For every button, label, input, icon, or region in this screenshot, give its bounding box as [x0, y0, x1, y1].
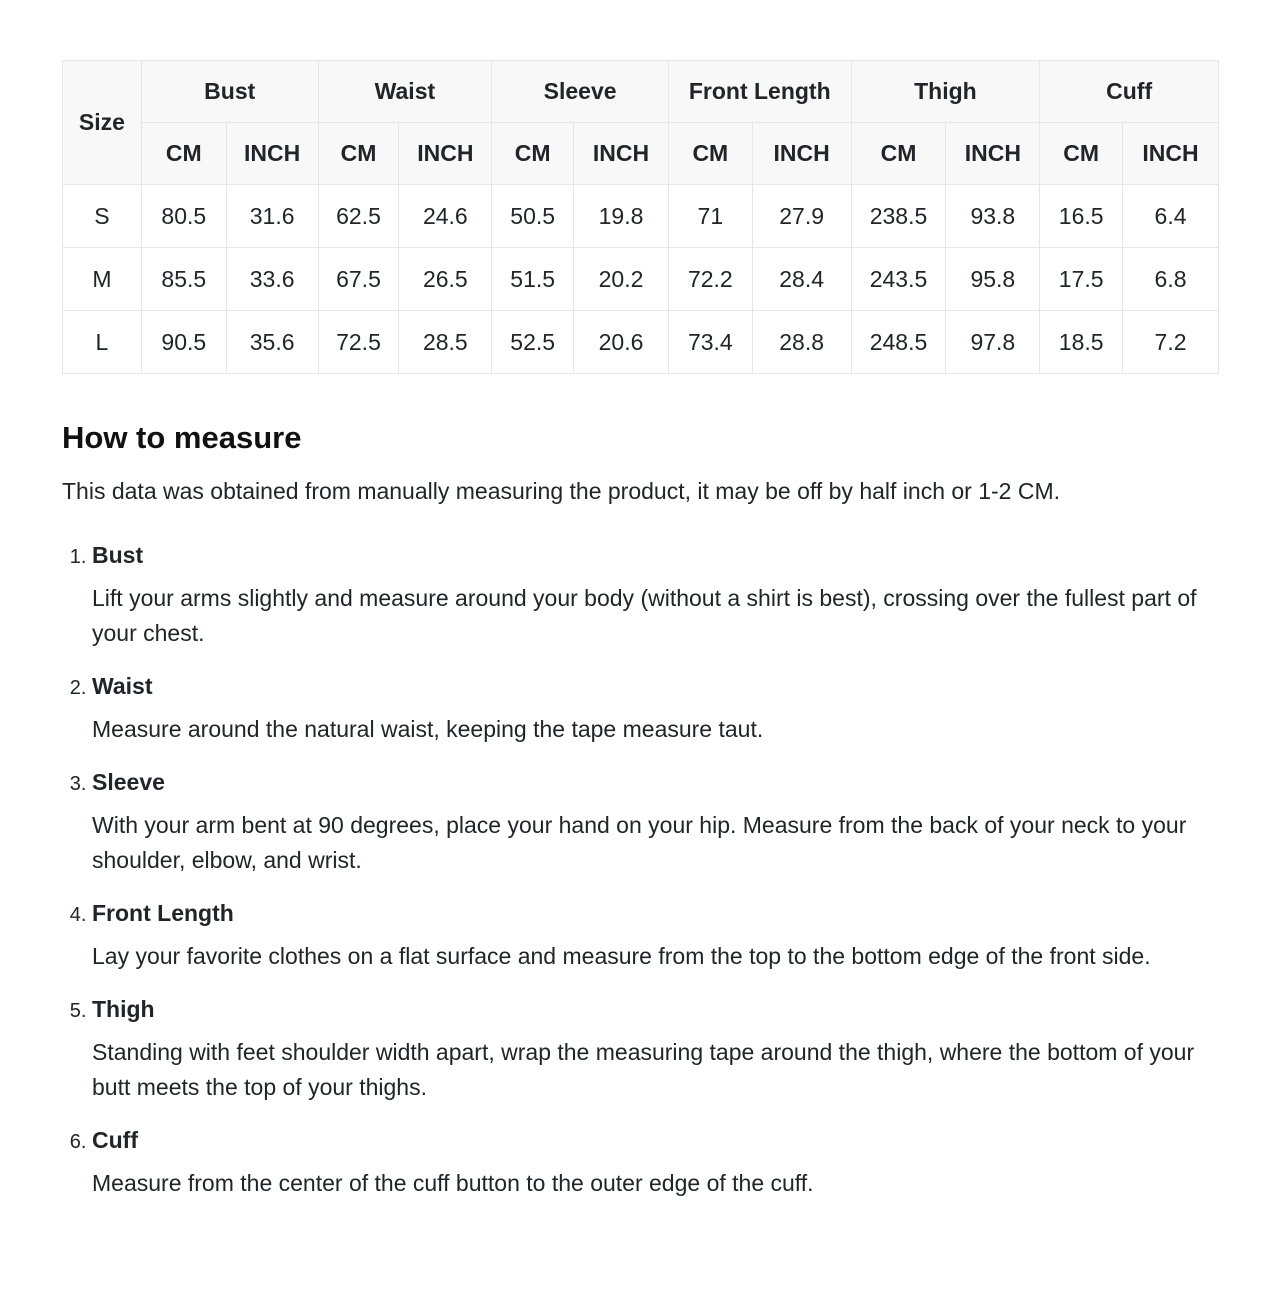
unit-header-cm: CM: [668, 123, 752, 185]
section-title: How to measure: [62, 420, 302, 455]
table-cell: 20.2: [574, 248, 669, 311]
unit-header-inch: INCH: [226, 123, 318, 185]
unit-header-cm: CM: [1040, 123, 1123, 185]
table-row-l: [63, 311, 1219, 374]
table-cell: 71: [668, 185, 752, 248]
table-cell: 28.4: [752, 248, 851, 311]
group-header-waist: Waist: [318, 61, 492, 123]
table-cell: 73.4: [668, 311, 752, 374]
group-header-sleeve: Sleeve: [492, 61, 669, 123]
item-description: Measure from the center of the cuff button to the outer edge of the cuff.: [92, 1170, 814, 1196]
list-item-sleeve: [92, 768, 1219, 878]
table-cell: 6.4: [1123, 185, 1219, 248]
size-header-cell: Size: [63, 61, 142, 185]
item-description: Measure around the natural waist, keeping the tape measure taut.: [92, 716, 764, 742]
table-cell: 28.5: [399, 311, 492, 374]
table-cell: 52.5: [492, 311, 574, 374]
table-cell: 17.5: [1040, 248, 1123, 311]
table-row-m: [63, 248, 1219, 311]
table-cell: 33.6: [226, 248, 318, 311]
list-item-cuff: [92, 1126, 1219, 1201]
table-cell: 16.5: [1040, 185, 1123, 248]
table-cell: 35.6: [226, 311, 318, 374]
group-header-row: [63, 61, 1219, 123]
item-description: Standing with feet shoulder width apart, wrap the measuring tape around the thigh, where the bottom of your butt meets the top of your thighs.: [92, 1039, 1195, 1100]
table-cell: 97.8: [946, 311, 1040, 374]
table-cell: 80.5: [141, 185, 226, 248]
table-header: [63, 61, 1219, 185]
unit-header-cm: CM: [851, 123, 946, 185]
table-cell: 20.6: [574, 311, 669, 374]
table-cell: 67.5: [318, 248, 399, 311]
table-cell: 18.5: [1040, 311, 1123, 374]
item-label: 6. Cuff: [92, 1127, 138, 1153]
table-cell: 62.5: [318, 185, 399, 248]
table-cell: 95.8: [946, 248, 1040, 311]
unit-header-cm: CM: [318, 123, 399, 185]
table-body: [63, 185, 1219, 374]
table-cell: 248.5: [851, 311, 946, 374]
table-cell: 72.5: [318, 311, 399, 374]
table-cell: 85.5: [141, 248, 226, 311]
item-label: 2. Waist: [92, 673, 153, 699]
intro-paragraph: This data was obtained from manually measuring the product, it may be off by half inch or 1-2 CM.: [62, 478, 1061, 504]
table-cell: 51.5: [492, 248, 574, 311]
item-label: 5. Thigh: [92, 996, 155, 1022]
list-item-waist: [92, 672, 1219, 747]
table-cell: 93.8: [946, 185, 1040, 248]
table-cell: 24.6: [399, 185, 492, 248]
unit-header-cm: CM: [141, 123, 226, 185]
unit-header-cm: CM: [492, 123, 574, 185]
group-header-thigh: Thigh: [851, 61, 1040, 123]
item-label: 4. Front Length: [92, 900, 234, 926]
item-description: Lift your arms slightly and measure around your body (without a shirt is best), crossing over the fullest part of your chest.: [92, 585, 1197, 646]
group-header-front-length: Front Length: [668, 61, 851, 123]
table-cell: 28.8: [752, 311, 851, 374]
table-cell: 26.5: [399, 248, 492, 311]
group-header-cuff: Cuff: [1040, 61, 1219, 123]
table-row-s: [63, 185, 1219, 248]
unit-header-inch: INCH: [399, 123, 492, 185]
table-cell: 243.5: [851, 248, 946, 311]
item-description: Lay your favorite clothes on a flat surface and measure from the top to the bottom edge of the front side.: [92, 943, 1151, 969]
list-item-front-length: [92, 899, 1219, 974]
size-cell: S: [63, 185, 142, 248]
list-item-bust: [92, 541, 1219, 651]
list-item-thigh: [92, 995, 1219, 1105]
size-chart-table: [62, 60, 1219, 374]
table-cell: 6.8: [1123, 248, 1219, 311]
table-cell: 238.5: [851, 185, 946, 248]
group-header-bust: Bust: [141, 61, 318, 123]
item-label: 1. Bust: [92, 542, 144, 568]
unit-header-inch: INCH: [946, 123, 1040, 185]
unit-header-row: [63, 123, 1219, 185]
table-cell: 31.6: [226, 185, 318, 248]
table-cell: 72.2: [668, 248, 752, 311]
size-cell: M: [63, 248, 142, 311]
unit-header-inch: INCH: [752, 123, 851, 185]
item-label: 3. Sleeve: [92, 769, 165, 795]
size-cell: L: [63, 311, 142, 374]
table-cell: 27.9: [752, 185, 851, 248]
table-cell: 19.8: [574, 185, 669, 248]
unit-header-inch: INCH: [1123, 123, 1219, 185]
unit-header-inch: INCH: [574, 123, 669, 185]
table-cell: 50.5: [492, 185, 574, 248]
table-cell: 7.2: [1123, 311, 1219, 374]
table-cell: 90.5: [141, 311, 226, 374]
measure-list: [62, 541, 1219, 1201]
item-description: With your arm bent at 90 degrees, place your hand on your hip. Measure from the back of your neck to your shoulder, elbow, and wrist.: [92, 812, 1187, 873]
